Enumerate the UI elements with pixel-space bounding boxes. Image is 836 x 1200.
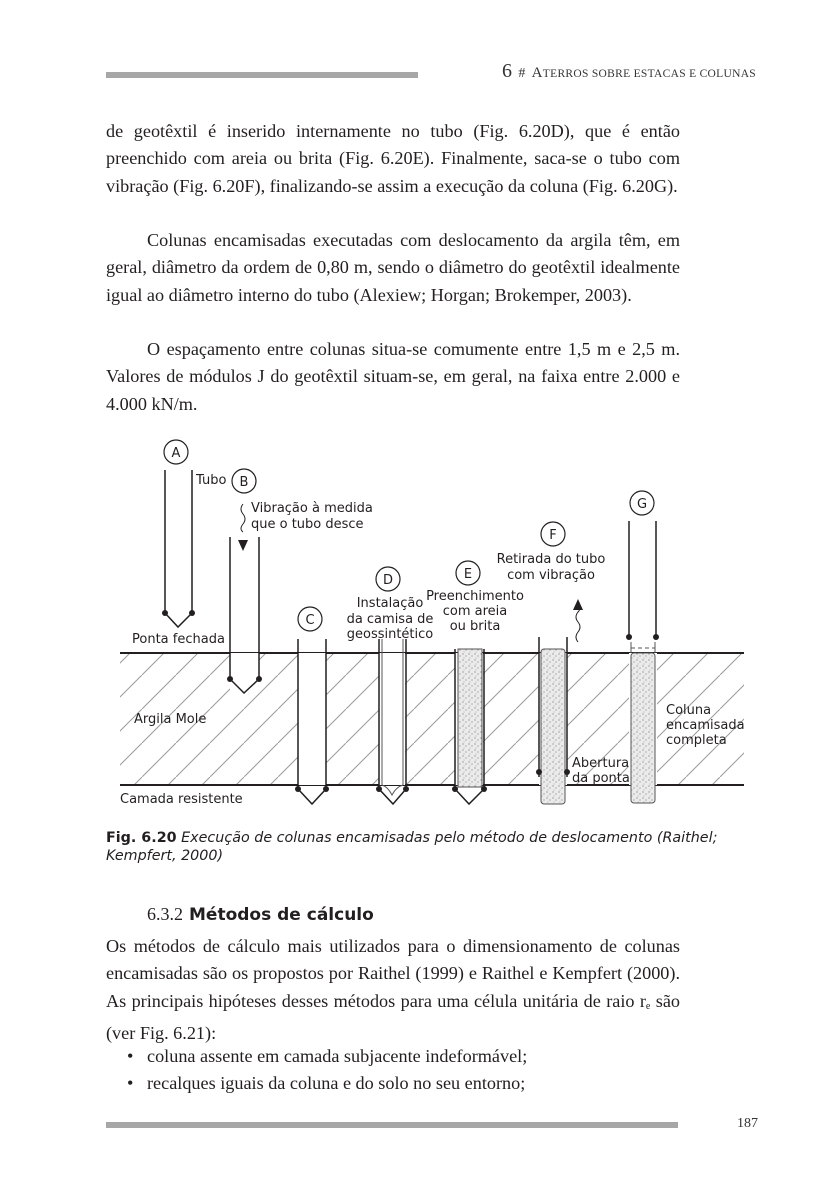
step-f-label: F [549,528,557,543]
filling-label-line1: Preenchimento [426,589,524,604]
column-execution-diagram [108,437,758,817]
paragraph-4-tail: são (ver Fig. 6.21): [106,990,680,1043]
step-b-label: B [239,475,249,490]
filling-label-line2: com areia [442,604,508,619]
bullet-icon: • [127,1046,134,1066]
withdrawal-label-line1: Retirada do tubo [496,552,606,567]
hypotheses-list [106,1043,706,1098]
soft-clay-label: Argila Mole [134,712,207,727]
vibration-wave-icon [241,504,245,532]
vibration-label-line2: que o tubo desce [251,517,364,532]
paragraph-1 [106,118,680,200]
header-separator: # [518,66,526,81]
paragraph-4 [106,933,680,1047]
down-arrow-icon [238,540,248,551]
step-c-label: C [305,613,315,628]
chapter-number: 6 [502,60,513,82]
page-number: 187 [737,1116,758,1131]
chapter-title-rest: TERROS SOBRE ESTACAS E COLUNAS [542,68,756,80]
installation-label-line2: da camisa de [346,612,434,627]
caption-label: Fig. 6.20 [106,830,177,846]
section-title: Métodos de cálculo [189,905,374,925]
section-number: 6.3.2 [147,904,183,924]
installation-label-line1: Instalação [356,596,424,611]
installation-label-line3: geossintético [346,627,434,642]
complete-column-label-line2: encamisada [666,718,745,733]
step-g-label: G [636,497,648,512]
paragraph-2 [106,227,680,309]
paragraph-4-main: Os métodos de cálculo mais utilizados para o dimensionamento de colunas encamisadas são os propostos por Raithel (1999) e Raithel e Kempfert (2000). As principais hipóteses desses métodos para uma célula unitária de raio r [106,936,680,1011]
running-head [500,60,756,83]
paragraph-3-text: O espaçamento entre colunas situa-se comumente entre 1,5 m e 2,5 m. Valores de módulos J do geotêxtil situam-se, em geral, na faixa entre 2.000 e 4.000 kN/m. [106,339,680,414]
footer-rule [106,1122,678,1128]
column-fill [541,649,565,804]
complete-column-label-line3: completa [666,733,727,748]
vibration-label-line1: Vibração à medida [251,501,373,516]
caption-text: Execução de colunas encamisadas pelo método de deslocamento (Raithel; Kempfert, 2000) [106,830,718,864]
filling-label-line3: ou brita [449,619,501,634]
figure-caption [106,829,726,865]
section-heading [147,904,374,925]
completed-column-fill [631,653,655,803]
radius-subscript: e [645,1000,651,1012]
step-a [132,440,226,647]
list-item-text: coluna assente em camada subjacente indeformável; [147,1046,528,1066]
step-e-label: E [463,567,473,582]
header-rule [106,72,418,78]
paragraph-1-text: de geotêxtil é inserido internamente no tubo (Fig. 6.20D), que é então preenchido com areia ou brita (Fig. 6.20E). Finalmente, saca-se o tubo com vibração (Fig. 6.20F), finalizando-se assim a execução da coluna (Fig. 6.20G). [106,121,680,196]
paragraph-2-text: Colunas encamisadas executadas com deslocamento da argila têm, em geral, diâmetro da ordem de 0,80 m, sendo o diâmetro do geotêxtil idealmente igual ao diâmetro interno do tubo (Alexiew; Horgan; Brokemper, 2003). [106,230,680,305]
bullet-icon: • [127,1073,134,1094]
step-a-label: A [171,446,181,461]
paragraph-3 [106,336,680,418]
tip-opening-label-line1: Abertura [572,756,630,771]
withdrawal-label-line2: com vibração [507,568,595,583]
paragraph-4-text [106,933,680,1047]
sand-fill [458,649,482,787]
step-d-label: D [382,573,394,588]
list-item [106,1070,706,1097]
resistant-layer-label: Camada resistente [120,792,243,807]
chapter-title-initial: A [531,65,543,81]
complete-column-label-line1: Coluna [666,703,712,718]
closed-tip-label: Ponta fechada [132,632,225,647]
tube-label: Tubo [196,473,227,488]
list-item-text: recalques iguais da coluna e do solo no seu entorno; [147,1073,526,1094]
up-arrow-icon [573,599,583,610]
figure-6-20 [108,437,758,817]
list-item [106,1043,706,1070]
tip-opening-label-line2: da ponta [572,771,630,786]
